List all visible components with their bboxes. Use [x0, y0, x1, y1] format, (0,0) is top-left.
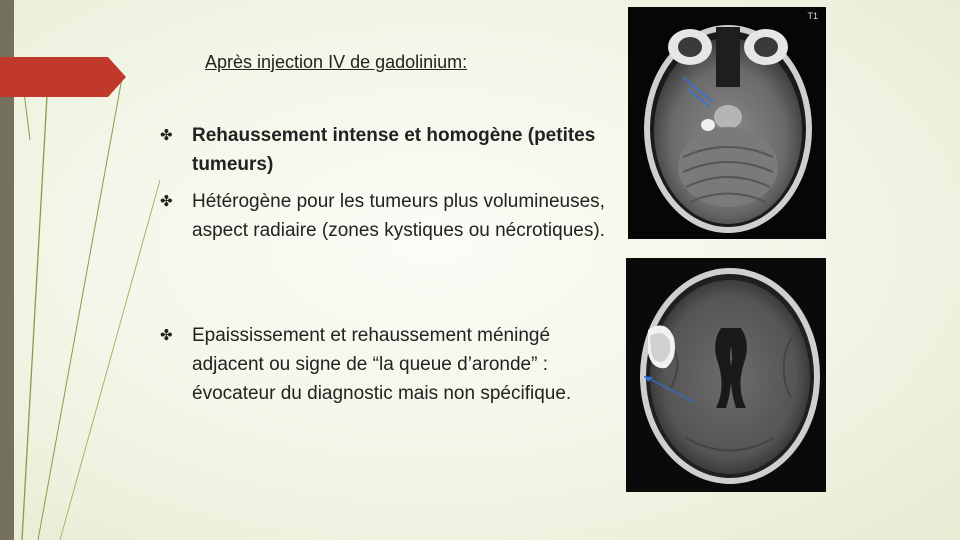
slide-title: Après injection IV de gadolinium: — [205, 52, 468, 72]
mri-sequence-label: T1 — [807, 11, 818, 21]
diamond-bullet-icon: ✤ — [160, 326, 173, 344]
bullet-item — [160, 121, 630, 179]
bullet-text: Epaississement et rehaussement méningé adjacent ou signe de “la queue d’aronde” : évocateur du diagnostic mais non spécifique. — [192, 325, 572, 404]
diamond-bullet-icon: ✤ — [160, 192, 173, 210]
mri-image-axial-t1 — [628, 7, 826, 239]
bullet-item — [160, 187, 630, 245]
mri-image-axial-gadolinium — [626, 258, 826, 492]
bullet-text: Rehaussement intense et homogène (petites tumeurs) — [192, 125, 596, 175]
diamond-bullet-icon: ✤ — [160, 126, 173, 144]
side-bar — [0, 0, 14, 540]
bullet-text: Hétérogène pour les tumeurs plus volumineuses, aspect radiaire (zones kystiques ou nécrotiques). — [192, 191, 605, 241]
bullet-item — [160, 321, 630, 408]
